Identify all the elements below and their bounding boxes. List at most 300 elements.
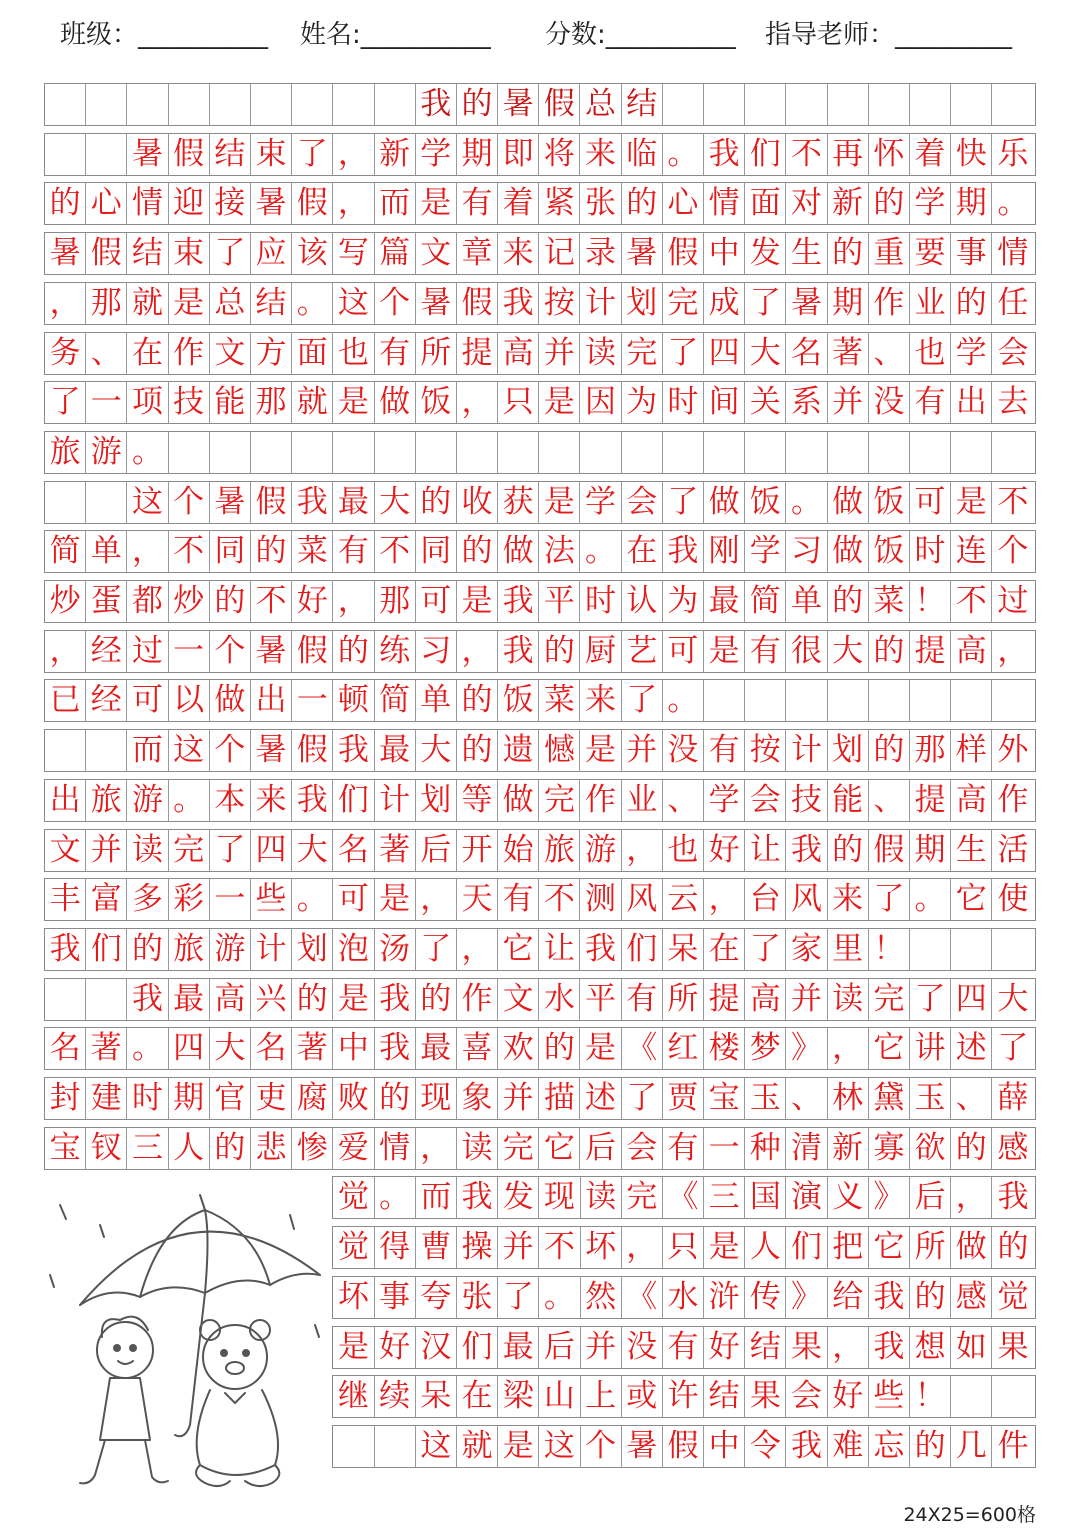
grid-cell: 使 (997, 881, 1029, 917)
grid-cell (127, 84, 168, 125)
grid-cell: 习 (786, 531, 827, 572)
grid-cell: 坏 (333, 1277, 374, 1318)
grid-cell: 些 (869, 1376, 910, 1417)
grid-cell: 的 (539, 1028, 580, 1069)
grid-cell: 官 (210, 1078, 251, 1119)
grid-cell: 假 (663, 233, 704, 274)
grid-cell: 暑 (251, 631, 292, 672)
grid-cell: 就 (127, 283, 168, 324)
grid-row (44, 530, 1036, 573)
grid-cell: 著 (292, 1028, 333, 1069)
grid-cell: 单 (786, 581, 827, 622)
grid-cell: 这 (539, 1426, 580, 1467)
grid-cell: 大 (745, 333, 786, 374)
grid-cell: 发 (745, 233, 786, 274)
grid-cell: 》 (869, 1177, 910, 1218)
grid-cell: 遗 (498, 730, 539, 771)
grid-cell: 我 (869, 1277, 910, 1318)
grid-cell: 会 (997, 335, 1029, 371)
grid-cell (869, 680, 910, 721)
grid-cell: 暑 (251, 730, 292, 771)
grid-cell: 中 (704, 233, 745, 274)
grid-cell: 好 (292, 581, 333, 622)
grid-cell: 是 (539, 482, 580, 523)
grid-cell: 不 (169, 531, 210, 572)
grid-cell: 来 (580, 680, 621, 721)
grid-cell: 名 (251, 1028, 292, 1069)
grid-cell: 是 (457, 581, 498, 622)
grid-cell: 后 (539, 1327, 580, 1368)
grid-cell: 业 (910, 283, 951, 324)
grid-cell (992, 432, 1033, 473)
grid-cell: ， (997, 633, 1029, 669)
grid-cell: 是 (951, 482, 992, 523)
grid-cell: 令 (745, 1426, 786, 1467)
grid-cell: 楼 (704, 1028, 745, 1069)
grid-cell: 一 (704, 1128, 745, 1169)
grid-cell: 我 (997, 1179, 1029, 1215)
grid-cell: 也 (910, 333, 951, 374)
grid-cell: 钗 (86, 1128, 127, 1169)
grid-cell: 来 (580, 134, 621, 175)
grid-cell (951, 432, 992, 473)
grid-cell: 情 (375, 1128, 416, 1169)
grid-cell: 假 (539, 84, 580, 125)
grid-cell (45, 979, 86, 1020)
grid-cell: 怀 (869, 134, 910, 175)
grid-cell: 游 (580, 830, 621, 871)
grid-cell: 去 (997, 384, 1029, 420)
grid-cell: 四 (704, 333, 745, 374)
grid-cell: 、 (663, 780, 704, 821)
grid-cell: 经 (86, 631, 127, 672)
grid-cell: 。 (292, 283, 333, 324)
grid-cell: 汉 (416, 1327, 457, 1368)
grid-cell: ， (951, 1177, 992, 1218)
grid-cell: 欲 (910, 1128, 951, 1169)
grid-cell: 憾 (539, 730, 580, 771)
grid-cell: 划 (828, 730, 869, 771)
grid-cell: 获 (498, 482, 539, 523)
grid-cell: 做 (704, 482, 745, 523)
grid-cell: 顿 (333, 680, 374, 721)
grid-cell: 会 (745, 780, 786, 821)
grid-cell: 得 (375, 1227, 416, 1268)
grid-row (44, 1127, 1036, 1170)
grid-cell: 过 (127, 631, 168, 672)
grid-cell: 法 (539, 531, 580, 572)
grid-cell: 的 (457, 680, 498, 721)
grid-cell: 象 (457, 1078, 498, 1119)
grid-cell: 风 (786, 879, 827, 920)
grid-cell: 几 (951, 1426, 992, 1467)
grid-cell (333, 432, 374, 473)
grid-cell: 在 (457, 1376, 498, 1417)
grid-cell: 以 (169, 680, 210, 721)
grid-cell: 的 (375, 1078, 416, 1119)
grid-cell (910, 84, 951, 125)
grid-cell: 作 (997, 782, 1029, 818)
grid-cell: 我 (498, 581, 539, 622)
grid-cell: ， (127, 531, 168, 572)
grid-cell: 我 (704, 134, 745, 175)
grid-cell: 假 (169, 134, 210, 175)
grid-cell: 暑 (498, 84, 539, 125)
grid-cell: 文 (45, 830, 86, 871)
grid-cell: 四 (251, 830, 292, 871)
grid-row (332, 1326, 1035, 1369)
grid-cell: 记 (539, 233, 580, 274)
grid-row (332, 1276, 1035, 1319)
grid-cell: 我 (292, 780, 333, 821)
grid-cell: 后 (580, 1128, 621, 1169)
grid-cell: 做 (210, 680, 251, 721)
grid-cell: 许 (663, 1376, 704, 1417)
grid-cell: 了 (292, 134, 333, 175)
grid-cell: 我 (375, 979, 416, 1020)
grid-cell: 心 (86, 183, 127, 224)
grid-cell: 那 (251, 382, 292, 423)
grid-row (332, 1176, 1035, 1219)
grid-cell: 经 (86, 680, 127, 721)
grid-cell: 饭 (745, 482, 786, 523)
grid-cell: 并 (581, 1327, 622, 1368)
grid-cell: 建 (86, 1078, 127, 1119)
grid-cell (375, 432, 416, 473)
grid-cell: 我 (869, 1327, 910, 1368)
grid-cell: 觉 (333, 1227, 374, 1268)
grid-cell: 《 (622, 1277, 663, 1318)
grid-cell: 《 (663, 1177, 704, 1218)
grid-cell: 做 (828, 482, 869, 523)
grid-cell: 业 (622, 780, 663, 821)
grid-cell: 是 (333, 979, 374, 1020)
grid-cell: 写 (333, 233, 374, 274)
grid-cell: 们 (786, 1227, 827, 1268)
grid-cell: ！ (910, 581, 951, 622)
grid-cell: 结 (251, 283, 292, 324)
grid-cell: 暑 (786, 283, 827, 324)
grid-cell: 高 (745, 979, 786, 1020)
grid-cell: 可 (910, 482, 951, 523)
grid-cell: 总 (210, 283, 251, 324)
grid-cell: 贾 (663, 1078, 704, 1119)
grid-cell: ， (333, 183, 374, 224)
grid-cell: 作 (869, 283, 910, 324)
grid-cell: 忘 (869, 1426, 910, 1467)
grid-row (44, 878, 1036, 921)
grid-cell (992, 929, 1033, 970)
grid-cell (951, 1376, 992, 1417)
grid-row (332, 1375, 1035, 1418)
grid-cell: 就 (292, 382, 333, 423)
grid-cell: 临 (622, 134, 663, 175)
grid-cell: 一 (86, 382, 127, 423)
grid-cell: 、 (869, 333, 910, 374)
grid-cell: 乐 (997, 136, 1029, 172)
grid-cell: 学 (416, 134, 457, 175)
grid-cell: 名 (333, 830, 374, 871)
grid-cell: 最 (498, 1327, 539, 1368)
grid-cell: 成 (704, 283, 745, 324)
grid-cell: 然 (581, 1277, 622, 1318)
grid-cell: 有 (663, 1128, 704, 1169)
grid-cell: 种 (745, 1128, 786, 1169)
grid-cell: 暑 (45, 233, 86, 274)
grid-cell: 并 (828, 382, 869, 423)
grid-cell: 的 (910, 1426, 951, 1467)
grid-cell: 它 (498, 929, 539, 970)
grid-cell: 个 (210, 730, 251, 771)
grid-cell: 假 (292, 730, 333, 771)
grid-cell: 我 (498, 283, 539, 324)
grid-cell: 它 (869, 1028, 910, 1069)
grid-cell: 一 (210, 879, 251, 920)
grid-cell: ， (416, 879, 457, 920)
grid-cell: 果 (745, 1376, 786, 1417)
grid-cell: 所 (910, 1227, 951, 1268)
grid-cell (828, 432, 869, 473)
grid-cell: 个 (169, 482, 210, 523)
grid-cell: ， (333, 581, 374, 622)
grid-cell: 游 (127, 780, 168, 821)
grid-cell: 难 (828, 1426, 869, 1467)
grid-cell: 情 (704, 183, 745, 224)
grid-row (44, 431, 1036, 474)
grid-cell: 时 (580, 581, 621, 622)
grid-cell: 平 (580, 979, 621, 1020)
grid-cell: 游 (210, 929, 251, 970)
grid-cell: 些 (251, 879, 292, 920)
grid-cell: 也 (663, 830, 704, 871)
grid-cell: 面 (292, 333, 333, 374)
grid-cell: 张 (580, 183, 621, 224)
grid-cell: 一 (169, 631, 210, 672)
grid-cell: 时 (663, 382, 704, 423)
grid-cell: 喜 (457, 1028, 498, 1069)
grid-cell: 三 (704, 1177, 745, 1218)
grid-cell: 的 (869, 631, 910, 672)
grid-cell: 这 (416, 1426, 457, 1467)
grid-cell: 四 (169, 1028, 210, 1069)
grid-count-note: 24X25=600格 (903, 1504, 1036, 1526)
grid-cell: 的 (951, 1128, 992, 1169)
grid-cell: 高 (498, 333, 539, 374)
grid-cell: 结 (127, 233, 168, 274)
grid-cell: 有 (704, 730, 745, 771)
grid-cell: 假 (869, 830, 910, 871)
grid-cell: 是 (333, 382, 374, 423)
grid-cell: 快 (951, 134, 992, 175)
grid-cell (869, 84, 910, 125)
grid-cell: 菜 (292, 531, 333, 572)
umbrella-kids-illustration (40, 1185, 340, 1525)
grid-row (332, 1425, 1035, 1468)
grid-cell: 再 (828, 134, 869, 175)
grid-cell: 是 (498, 1426, 539, 1467)
grid-cell: 饭 (416, 382, 457, 423)
grid-cell: 最 (416, 1028, 457, 1069)
grid-cell: 束 (169, 233, 210, 274)
grid-cell (828, 680, 869, 721)
grid-cell (86, 84, 127, 125)
grid-cell: 不 (251, 581, 292, 622)
grid-cell: 有 (375, 333, 416, 374)
grid-cell (45, 482, 86, 523)
grid-cell: 是 (416, 183, 457, 224)
grid-row (44, 779, 1036, 822)
grid-cell: 没 (622, 1327, 663, 1368)
grid-cell: 旅 (169, 929, 210, 970)
grid-cell: 是 (704, 1227, 745, 1268)
grid-cell: ， (828, 1327, 869, 1368)
grid-cell: 我 (663, 531, 704, 572)
grid-cell: 提 (910, 631, 951, 672)
grid-cell: ， (622, 830, 663, 871)
grid-cell: 炒 (169, 581, 210, 622)
grid-cell: 上 (581, 1376, 622, 1417)
grid-cell: 张 (457, 1277, 498, 1318)
grid-cell (951, 929, 992, 970)
grid-cell: 《 (622, 1028, 663, 1069)
grid-cell: 并 (786, 979, 827, 1020)
grid-cell (786, 680, 827, 721)
grid-cell: 这 (333, 283, 374, 324)
grid-row (44, 232, 1036, 275)
grid-cell: 结 (210, 134, 251, 175)
grid-cell (704, 84, 745, 125)
grid-cell: 有 (622, 979, 663, 1020)
grid-cell: 新 (375, 134, 416, 175)
grid-cell: 坏 (581, 1227, 622, 1268)
grid-cell: 都 (127, 581, 168, 622)
grid-cell (910, 432, 951, 473)
grid-cell: 篇 (375, 233, 416, 274)
grid-cell (251, 84, 292, 125)
grid-cell: 觉 (997, 1279, 1029, 1315)
grid-cell (498, 432, 539, 473)
grid-cell: 不 (539, 879, 580, 920)
grid-cell (992, 680, 1033, 721)
grid-cell: 完 (622, 1177, 663, 1218)
grid-cell: 没 (663, 730, 704, 771)
grid-cell: 述 (580, 1078, 621, 1119)
grid-cell: 。 (910, 879, 951, 920)
grid-cell: 只 (663, 1227, 704, 1268)
grid-cell: 期 (169, 1078, 210, 1119)
grid-cell: ， (416, 1128, 457, 1169)
grid-row (44, 1077, 1036, 1120)
grid-cell: 、 (951, 1078, 992, 1119)
grid-cell: 的 (416, 979, 457, 1020)
grid-cell: 那 (375, 581, 416, 622)
grid-cell: 我 (457, 1177, 498, 1218)
grid-cell: ！ (910, 1376, 951, 1417)
grid-cell: 们 (622, 929, 663, 970)
grid-cell: 完 (663, 283, 704, 324)
grid-cell: 暑 (251, 183, 292, 224)
grid-cell: 好 (828, 1376, 869, 1417)
grid-cell: 玉 (745, 1078, 786, 1119)
grid-row (44, 630, 1036, 673)
grid-cell: 操 (457, 1227, 498, 1268)
score-field: 分数:__________ (545, 20, 736, 50)
grid-cell: 暑 (622, 233, 663, 274)
grid-cell (745, 680, 786, 721)
grid-cell: 会 (622, 482, 663, 523)
grid-cell: 不 (951, 581, 992, 622)
grid-cell (951, 680, 992, 721)
grid-cell: 继 (333, 1376, 374, 1417)
grid-cell: 提 (910, 780, 951, 821)
grid-cell: 让 (745, 830, 786, 871)
grid-cell: 。 (997, 185, 1029, 221)
grid-cell: 了 (745, 283, 786, 324)
grid-cell: 并 (622, 730, 663, 771)
grid-cell: 水 (663, 1277, 704, 1318)
grid-cell: 面 (745, 183, 786, 224)
grid-cell: 好 (375, 1327, 416, 1368)
grid-cell: 天 (457, 879, 498, 920)
grid-cell: 有 (745, 631, 786, 672)
grid-cell: 大 (210, 1028, 251, 1069)
grid-cell: 文 (210, 333, 251, 374)
grid-cell: 感 (997, 1130, 1029, 1166)
grid-cell: 只 (498, 382, 539, 423)
name-field: 姓名:__________ (300, 20, 491, 50)
grid-cell: 我 (127, 979, 168, 1020)
grid-cell: 很 (786, 631, 827, 672)
grid-cell: 有 (663, 1327, 704, 1368)
grid-cell: 艺 (622, 631, 663, 672)
grid-cell (169, 432, 210, 473)
grid-cell: 的 (210, 581, 251, 622)
class-field: 班级：__________ (60, 20, 269, 50)
grid-cell: 最 (333, 482, 374, 523)
grid-cell: 读 (457, 1128, 498, 1169)
grid-cell: 将 (539, 134, 580, 175)
grid-row (44, 679, 1036, 722)
grid-cell (457, 432, 498, 473)
grid-cell (663, 432, 704, 473)
grid-cell: 系 (786, 382, 827, 423)
grid-cell: ， (828, 1028, 869, 1069)
grid-cell: 没 (869, 382, 910, 423)
grid-cell: 游 (86, 432, 127, 473)
grid-cell: 我 (333, 730, 374, 771)
grid-cell: 欢 (498, 1028, 539, 1069)
grid-cell: 紧 (539, 183, 580, 224)
title-row (44, 83, 1036, 126)
grid-cell (210, 84, 251, 125)
grid-cell: 即 (498, 134, 539, 175)
grid-cell: 给 (828, 1277, 869, 1318)
grid-cell: 暑 (127, 134, 168, 175)
grid-cell: 了 (869, 879, 910, 920)
grid-cell: 生 (951, 830, 992, 871)
grid-cell (333, 84, 374, 125)
grid-cell: 的 (457, 730, 498, 771)
grid-cell: 果 (997, 1329, 1029, 1365)
grid-cell: 的 (951, 283, 992, 324)
grid-cell: 蛋 (86, 581, 127, 622)
grid-cell: 旅 (86, 780, 127, 821)
grid-cell: 计 (580, 283, 621, 324)
grid-cell: 的 (869, 730, 910, 771)
grid-cell: 的 (127, 929, 168, 970)
grid-cell (292, 84, 333, 125)
grid-cell: 同 (210, 531, 251, 572)
